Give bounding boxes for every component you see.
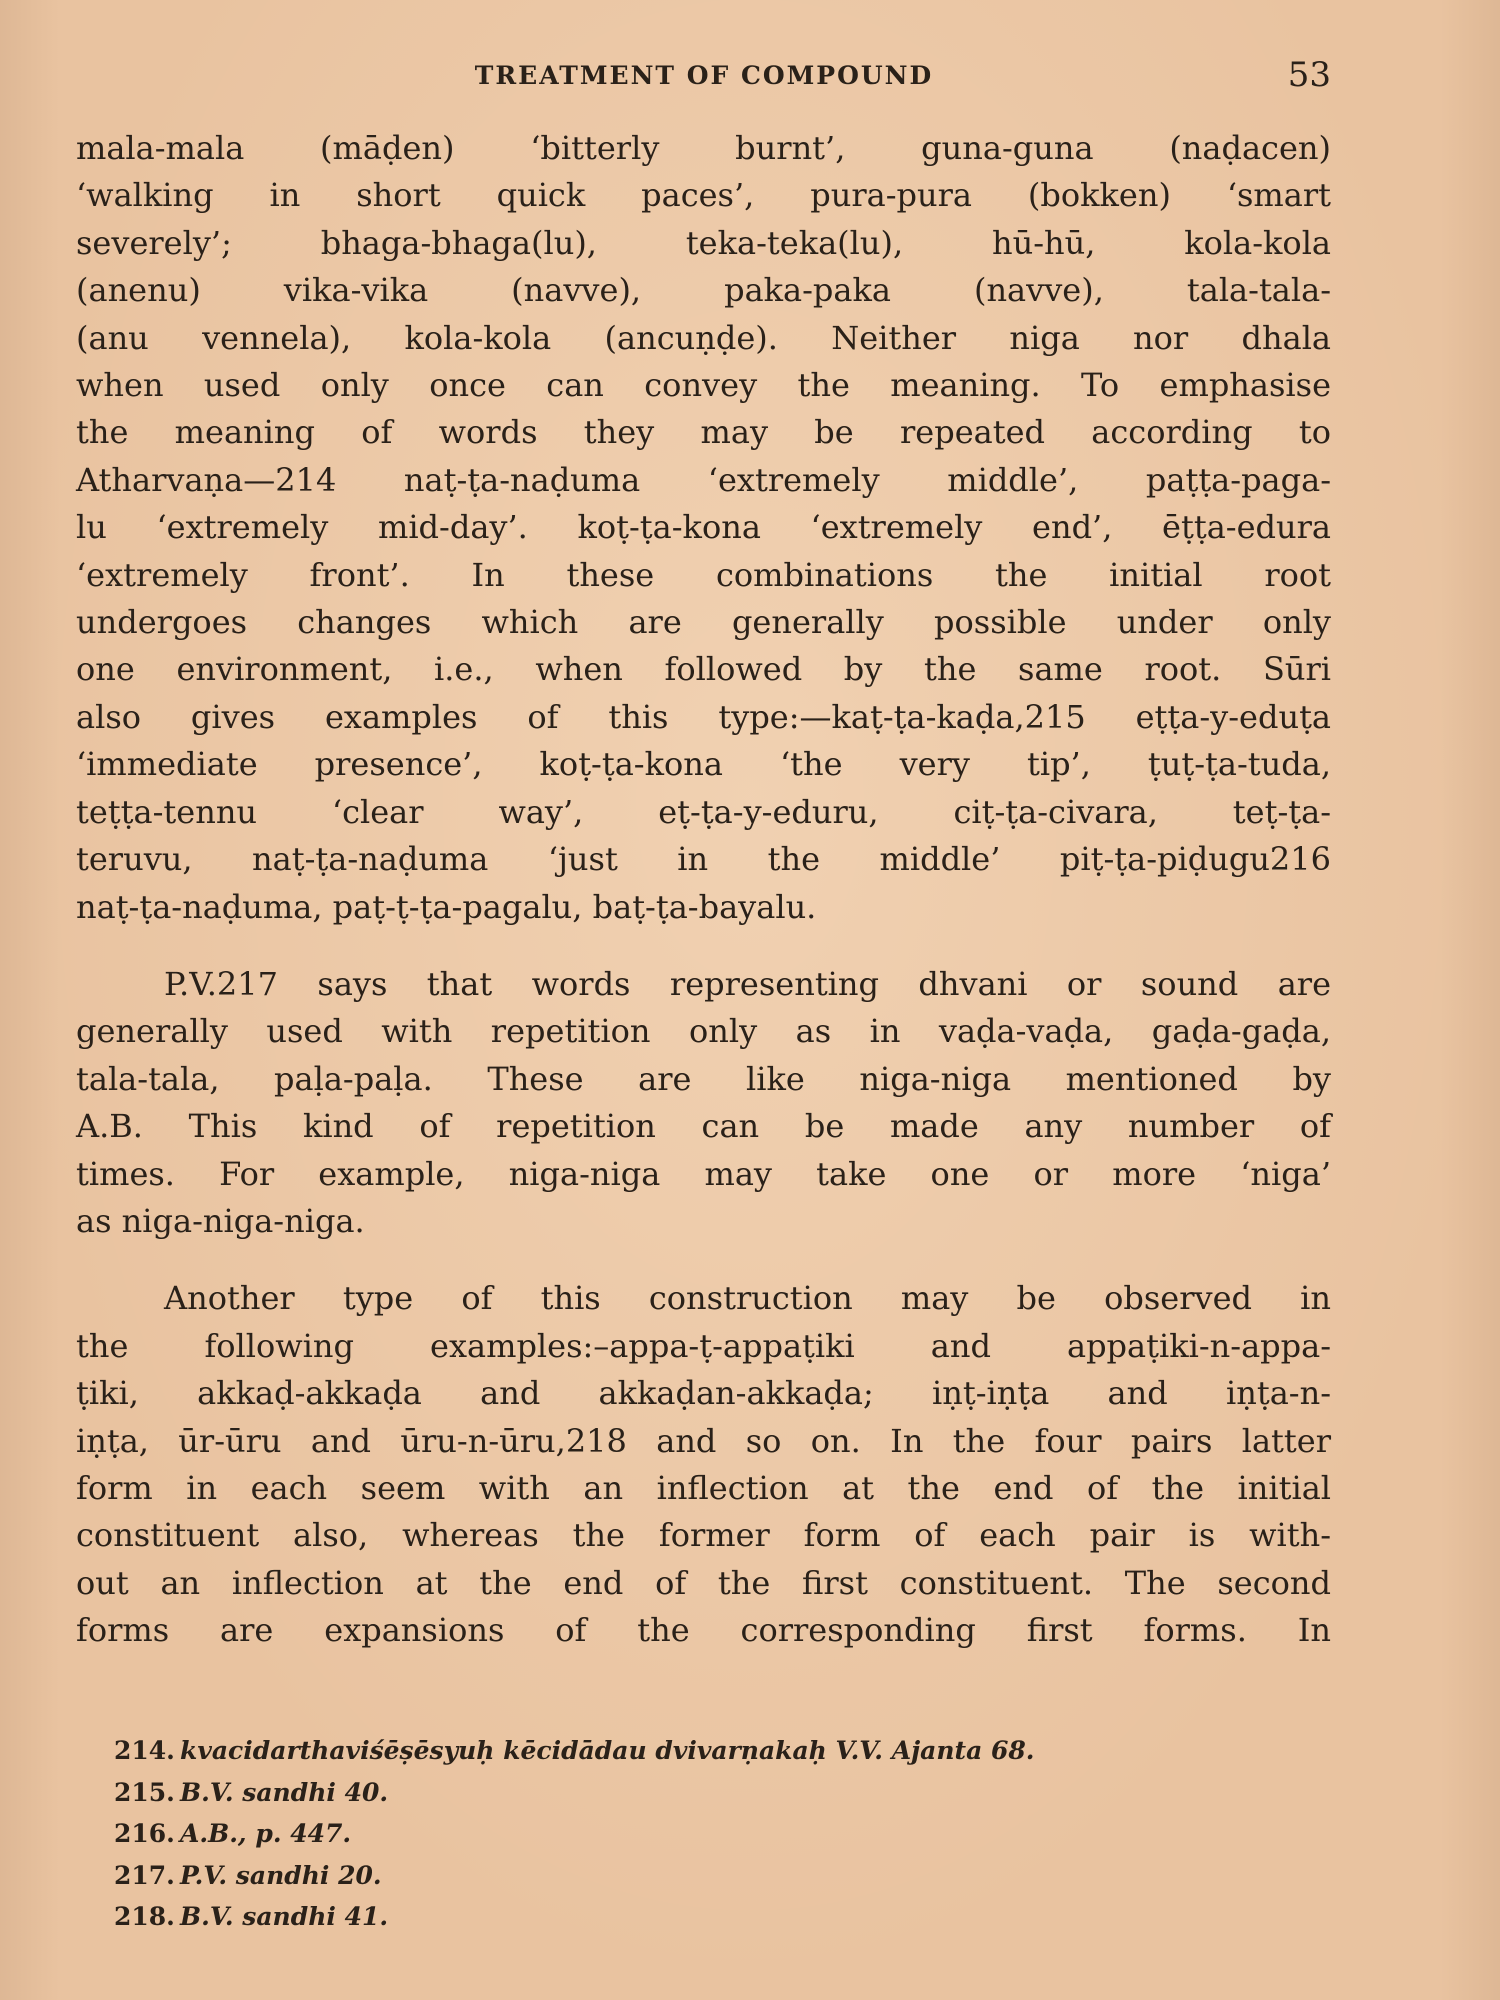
text-line: iṇṭa, ūr-ūru and ūru-n-ūru,218 and so on. In the four pairs latter	[76, 1421, 1331, 1460]
text-line: the meaning of words they may be repeated according to	[76, 413, 1331, 452]
text-line: one environment, i.e., when followed by the same root. Sūri	[76, 650, 1331, 689]
text-line: ṭiki, akkaḍ-akkaḍa and akkaḍan-akkaḍa; iṇṭ-iṇṭa and iṇṭa-n-	[76, 1374, 1331, 1413]
footnote	[114, 1730, 1334, 1772]
text-line: the following examples:–appa-ṭ-appaṭiki and appaṭiki-n-appa-	[76, 1326, 1331, 1365]
text-line: out an inflection at the end of the first constituent. The second	[76, 1563, 1331, 1602]
text-line: forms are expansions of the corresponding first forms. In	[76, 1611, 1331, 1650]
footnote-text: kvacidarthaviśēṣēsyuḥ kēcidādau dvivarṇakaḥ V.V. Ajanta 68.	[180, 1736, 1035, 1765]
footnote-text: A.B., p. 447.	[180, 1819, 352, 1848]
text-line: (anu vennela), kola-kola (ancuṇḍe). Neither niga nor dhala	[76, 318, 1331, 357]
footnote-text: B.V. sandhi 40.	[180, 1777, 389, 1807]
footnote	[114, 1855, 1334, 1897]
footnote-number: 217.	[114, 1860, 175, 1890]
paragraph-1	[76, 125, 1331, 931]
text-line: constituent also, whereas the former form of each pair is with-	[76, 1516, 1331, 1555]
paragraph-3	[76, 1275, 1331, 1654]
text-line: times. For example, niga-niga may take one or more ‘niga’	[76, 1154, 1331, 1193]
text-line: (anenu) vika-vika (navve), paka-paka (navve), tala-tala-	[76, 271, 1331, 310]
footnote-number: 218.	[114, 1902, 175, 1931]
text-line: teṭṭa-tennu ‘clear way’, eṭ-ṭa-y-eduru, ciṭ-ṭa-civara, teṭ-ṭa-	[76, 792, 1331, 831]
text-line: naṭ-ṭa-naḍuma, paṭ-ṭ-ṭa-pagalu, baṭ-ṭa-bayalu.	[76, 887, 817, 926]
text-line: severely’; bhaga-bhaga(lu), teka-teka(lu), hū-hū, kola-kola	[76, 223, 1331, 262]
footnote-number: 214.	[114, 1736, 175, 1765]
text-line: A.B. This kind of repetition can be made any number of	[76, 1107, 1331, 1146]
text-line: Another type of this construction may be observed in	[164, 1279, 1331, 1318]
text-line: P.V.217 says that words representing dhvani or sound are	[164, 964, 1331, 1003]
text-line: ‘immediate presence’, koṭ-ṭa-kona ‘the very tip’, ṭuṭ-ṭa-tuda,	[76, 745, 1331, 784]
running-head: TREATMENT OF COMPOUND	[474, 61, 934, 90]
text-line: tala-tala, paḷa-paḷa. These are like niga-niga mentioned by	[76, 1059, 1331, 1098]
footnote-number: 216.	[114, 1819, 175, 1848]
page-header	[78, 55, 1330, 105]
text-line: generally used with repetition only as in vaḍa-vaḍa, gaḍa-gaḍa,	[76, 1012, 1331, 1051]
body-text	[76, 125, 1331, 1655]
text-line: Atharvaṇa—214 naṭ-ṭa-naḍuma ‘extremely middle’, paṭṭa-paga-	[76, 460, 1331, 499]
text-line: also gives examples of this type:—kaṭ-ṭa-kaḍa,215 eṭṭa-y-eduṭa	[76, 697, 1331, 736]
footnote	[114, 1813, 1334, 1855]
text-line: ‘walking in short quick paces’, pura-pura (bokken) ‘smart	[76, 176, 1331, 215]
footnote-text: P.V. sandhi 20.	[180, 1860, 382, 1890]
text-line: form in each seem with an inflection at the end of the initial	[76, 1468, 1331, 1507]
footnote	[114, 1772, 1334, 1814]
footnotes	[114, 1730, 1334, 1938]
paragraph-2	[76, 961, 1331, 1245]
page-number: 53	[1287, 55, 1331, 95]
text-line: ‘extremely front’. In these combinations the initial root	[76, 555, 1331, 594]
text-line: teruvu, naṭ-ṭa-naḍuma ‘just in the middle’ piṭ-ṭa-piḍugu216	[76, 840, 1331, 879]
text-line: lu ‘extremely mid-day’. koṭ-ṭa-kona ‘extremely end’, ēṭṭa-edura	[76, 508, 1331, 547]
footnote-text: B.V. sandhi 41.	[180, 1902, 389, 1931]
footnote	[114, 1896, 1334, 1938]
text-line: mala-mala (māḍen) ‘bitterly burnt’, guna-guna (naḍacen)	[76, 129, 1331, 167]
text-line: when used only once can convey the meaning. To emphasise	[76, 366, 1331, 405]
text-line: as niga-niga-niga.	[76, 1201, 365, 1240]
text-line: undergoes changes which are generally possible under only	[76, 603, 1331, 642]
footnote-number: 215.	[114, 1777, 175, 1807]
